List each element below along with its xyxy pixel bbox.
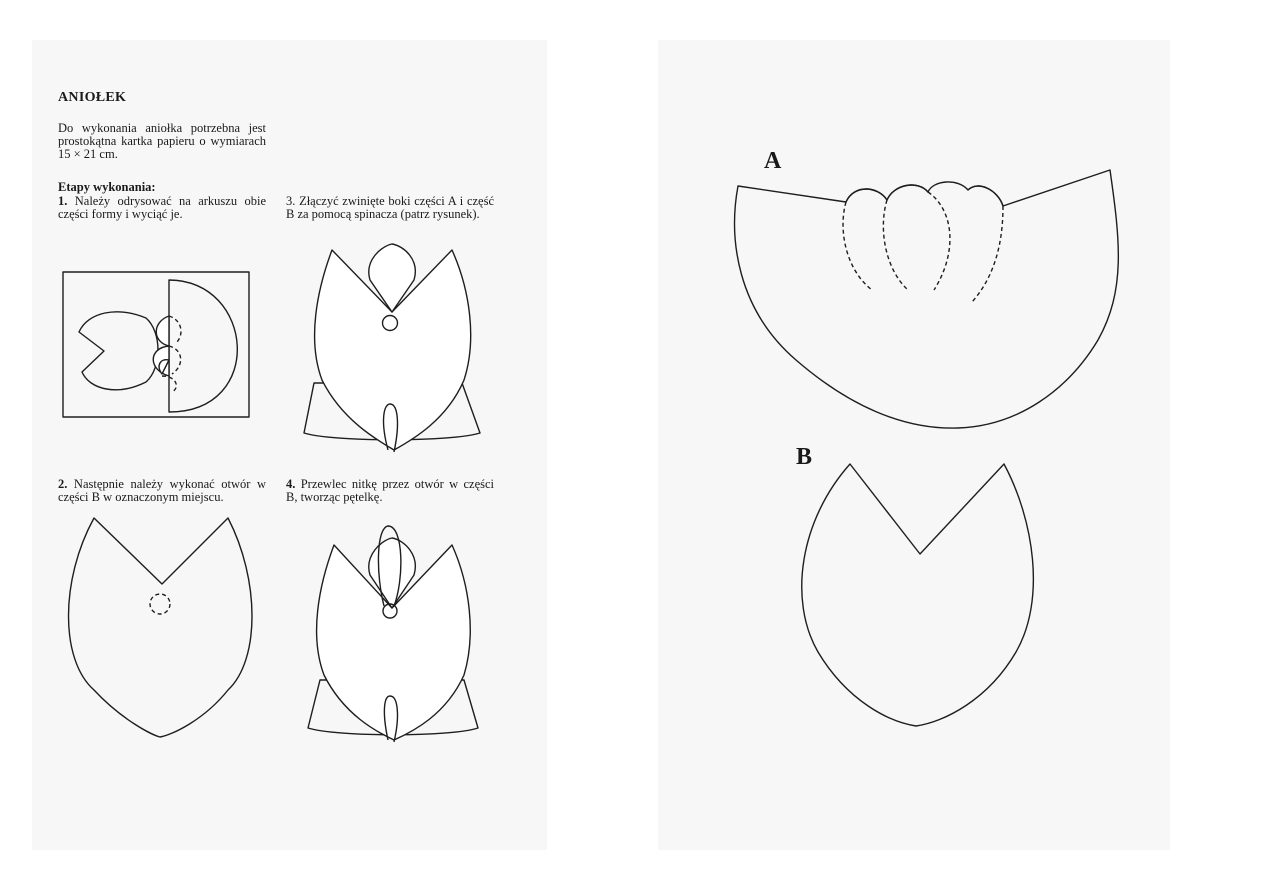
step-3-text: Złączyć zwinięte boki części A i część B za pomocą spinacza (patrz rysunek).: [286, 194, 494, 221]
template-part-b: [658, 40, 1170, 850]
step-1-text: Należy odrysować na arkuszu obie części formy i wyciąć je.: [58, 194, 266, 221]
right-page: [658, 40, 1170, 850]
left-page: [32, 40, 547, 850]
step-2-text: Następnie należy wykonać otwór w części B w oznaczonym miejscu.: [58, 477, 266, 504]
page-title: ANIOŁEK: [58, 90, 127, 105]
step-1-number: 1.: [58, 194, 68, 208]
steps-heading: Etapy wykonania:: [58, 180, 156, 194]
label-b: B: [796, 444, 813, 470]
step-3-number: 3.: [286, 194, 296, 208]
step-2-number: 2.: [58, 477, 68, 491]
part-b-outline: [802, 464, 1034, 726]
label-a: A: [764, 148, 782, 174]
step-4-illustration: [32, 40, 547, 850]
step-4-number: 4.: [286, 477, 296, 491]
intro-text: Do wykonania aniołka potrzebna jest prostokątna kartka papieru o wymiarach 15 × 21 cm.: [58, 121, 266, 161]
step-4-text: Przewlec nitkę przez otwór w części B, tworząc pętelkę.: [286, 477, 495, 504]
